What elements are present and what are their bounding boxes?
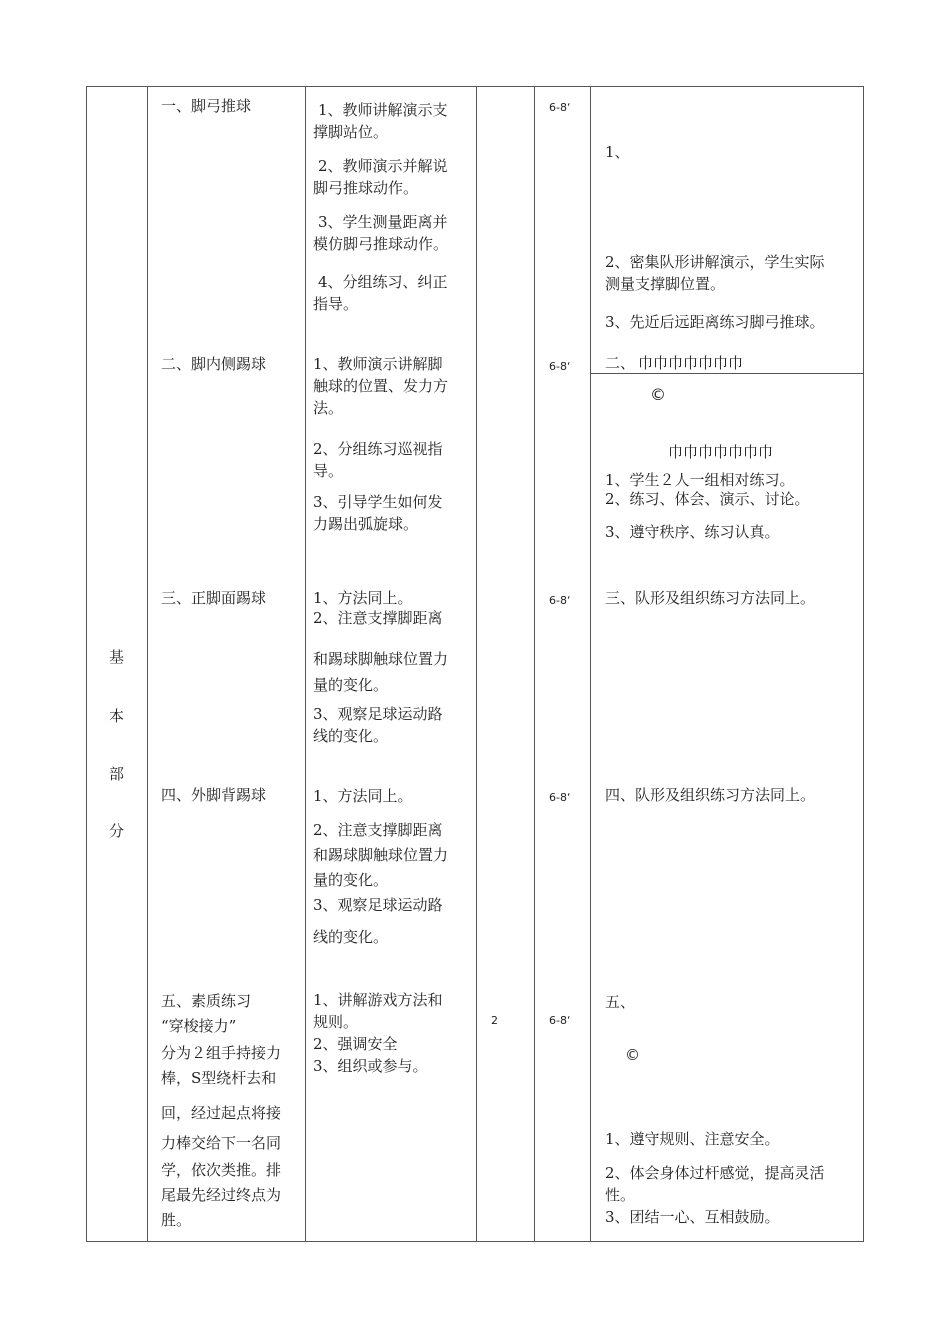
row1-method-4: 4、分组练习、纠正 指导。	[313, 273, 448, 313]
col-divider-2	[305, 86, 306, 1242]
teacher-symbol: ©	[650, 385, 666, 404]
col-divider-3	[476, 86, 477, 1242]
row3-method-2: 和踢球脚触球位置力 量的变化。	[313, 650, 449, 694]
row5-desc-3: 学，依次类推。排 尾最先经过终点为 胜。	[161, 1161, 282, 1229]
row1-org-2: 2、密集队形讲解演示，学生实际 测量支撑脚位置。	[605, 253, 825, 293]
formation-pattern-bottom: 巾巾巾巾巾巾巾	[668, 443, 774, 461]
row4-method-1: 1、方法同上。	[313, 787, 413, 805]
row5-times: 2	[491, 1014, 498, 1027]
row1-time: 6-8‘	[549, 101, 571, 114]
row3-method-3: 3、观察足球运动路 线的变化。	[313, 705, 443, 745]
section-label-char-4: 分	[109, 822, 125, 840]
row5-org-1: 1、遵守规则、注意安全。	[605, 1130, 780, 1148]
row1-method-1: 1、教师讲解演示支 撑脚站位。	[313, 101, 448, 141]
row3-method-1: 1、方法同上。 2、注意支撑脚距离	[313, 589, 443, 627]
row4-method-2: 2、注意支撑脚距离 和踢球脚触球位置力 量的变化。 3、观察足球运动路	[313, 821, 449, 914]
teacher-symbol-small: ©	[625, 1046, 640, 1064]
row4-method-3: 线的变化。	[313, 928, 389, 946]
row1-method-2: 2、教师演示并解说 脚弓推球动作。	[313, 157, 448, 197]
row3-title: 三、正脚面踢球	[161, 589, 267, 607]
row5-method-1: 1、讲解游戏方法和 规则。 2、强调安全 3、组织或参与。	[313, 991, 443, 1075]
col-divider-1	[147, 86, 148, 1242]
col-divider-4	[534, 86, 535, 1242]
row5-desc-1: 分为２组手持接力 棒，S型绕杆去和	[161, 1044, 282, 1087]
row4-title: 四、外脚背踢球	[161, 786, 267, 804]
row3-org-1: 三、队形及组织练习方法同上。	[605, 589, 816, 607]
row2-org-2: 3、遵守秩序、练习认真。	[605, 523, 780, 541]
row5-title: 五、素质练习 “穿梭接力”	[161, 992, 252, 1035]
row2-title: 二、脚内侧踢球	[161, 355, 267, 373]
row1-method-3: 3、学生测量距离并 模仿脚弓推球动作。	[313, 213, 449, 253]
row5-time: 6-8‘	[549, 1014, 571, 1027]
col-divider-5	[590, 86, 591, 1242]
row5-org-head: 五、	[605, 993, 636, 1011]
section-label-char-1: 基	[109, 648, 125, 666]
row2-method-3: 3、引导学生如何发 力踢出弧旋球。	[313, 493, 443, 533]
row1-org-1: 1、	[605, 143, 630, 161]
section-label-char-3: 部	[109, 765, 125, 783]
row5-desc-2: 回，经过起点将接 力棒交给下一名同	[161, 1104, 282, 1152]
row3-time: 6-8‘	[549, 594, 571, 607]
row1-title: 一、脚弓推球	[161, 97, 252, 115]
formation-pattern-top: 巾巾巾巾巾巾巾	[638, 354, 744, 372]
row4-org-1: 四、队形及组织练习方法同上。	[605, 786, 816, 804]
row2-org-head: 二、	[605, 354, 636, 372]
row2-method-1: 1、教师演示讲解脚 触球的位置、发力方 法。	[313, 355, 449, 417]
row1-org-3: 3、先近后远距离练习脚弓推球。	[605, 313, 825, 331]
row2-method-2: 2、分组练习巡视指 导。	[313, 440, 443, 480]
row2-time: 6-8‘	[549, 360, 571, 373]
row5-org-2: 2、体会身体过杆感觉，提高灵活 性。 3、团结一心、互相鼓励。	[605, 1164, 825, 1226]
row2-org-1: 1、学生２人一组相对练习。 2、练习、体会、演示、讨论。	[605, 471, 810, 508]
section-label-char-2: 本	[109, 707, 125, 725]
row4-time: 6-8‘	[549, 791, 571, 804]
